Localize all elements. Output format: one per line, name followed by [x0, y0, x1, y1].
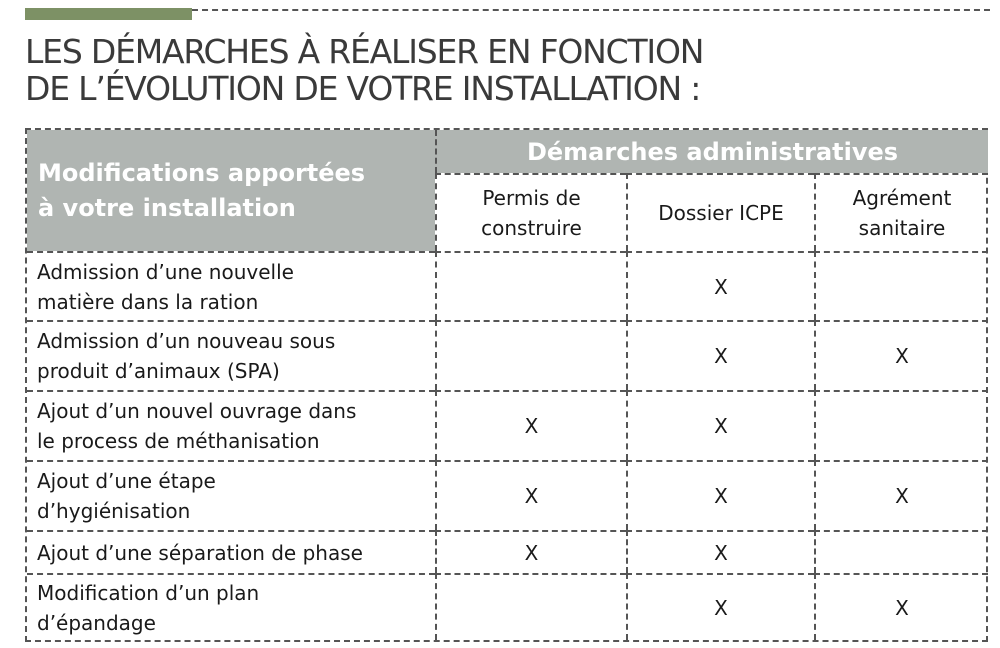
row-label-line-1: Ajout d’une étape: [37, 469, 216, 493]
column-header-icpe-file: [626, 173, 814, 251]
row-label-line-1: Ajout d’un nouvel ouvrage dans: [37, 399, 357, 423]
column-header-line-1: Permis de: [482, 186, 581, 210]
row-label-line-2: matière dans la ration: [37, 289, 259, 314]
table-cell-mark: [435, 251, 626, 320]
row-label-line-1: Admission d’un nouveau sous: [37, 329, 336, 353]
table-cell-mark: X: [626, 530, 814, 573]
table-cell-mark: [814, 390, 988, 460]
table-cell-mark: [814, 251, 988, 320]
table-cell-mark: X: [626, 251, 814, 320]
table-row-label: [27, 320, 435, 390]
column-header-line-2: construire: [481, 216, 582, 240]
page-title: [25, 33, 703, 107]
administrative-procedures-header: Démarches administratives: [435, 130, 988, 173]
row-label-line-2: le process de méthanisation: [37, 429, 320, 453]
table-cell-mark: [435, 573, 626, 640]
title-line-1: LES DÉMARCHES À RÉALISER EN FONCTION: [25, 32, 704, 71]
table-row-label: [27, 460, 435, 530]
modifications-header-line-2: à votre installation: [38, 193, 296, 222]
title-line-2: DE L’ÉVOLUTION DE VOTRE INSTALLATION :: [25, 69, 701, 108]
table-cell-mark: X: [626, 320, 814, 390]
modifications-header-line-1: Modifications apportées: [38, 158, 366, 187]
table-cell-mark: X: [435, 460, 626, 530]
table-cell-mark: X: [626, 460, 814, 530]
column-header-sanitary-approval: [814, 173, 988, 251]
procedures-table: [25, 128, 988, 642]
table-row-label: [27, 390, 435, 460]
table-cell-mark: X: [814, 460, 988, 530]
column-header-line-1: Agrément: [852, 186, 952, 210]
row-label-line-1: Ajout d’une séparation de phase: [37, 540, 363, 565]
row-label-line-1: Modification d’un plan: [37, 580, 260, 605]
table-row-label: [27, 573, 435, 640]
accent-bar: [25, 8, 192, 20]
dashed-rule: [192, 9, 990, 11]
column-header-building-permit: [435, 173, 626, 251]
table-cell-mark: X: [435, 530, 626, 573]
table-row-label: [27, 251, 435, 320]
table-cell-mark: [814, 530, 988, 573]
table-cell-mark: [435, 320, 626, 390]
row-label-line-2: produit d’animaux (SPA): [37, 359, 280, 383]
column-header-line-2: sanitaire: [858, 216, 946, 240]
table-cell-mark: X: [435, 390, 626, 460]
column-header-line-1: Dossier ICPE: [658, 201, 784, 225]
table-cell-mark: X: [814, 573, 988, 640]
table-cell-mark: X: [814, 320, 988, 390]
row-label-line-2: d’épandage: [37, 610, 156, 635]
table-cell-mark: X: [626, 573, 814, 640]
table-row-label: [27, 530, 435, 573]
table-cell-mark: X: [626, 390, 814, 460]
row-label-line-2: d’hygiénisation: [37, 499, 191, 523]
row-label-line-1: Admission d’une nouvelle: [37, 259, 294, 284]
modifications-header: [27, 130, 435, 251]
